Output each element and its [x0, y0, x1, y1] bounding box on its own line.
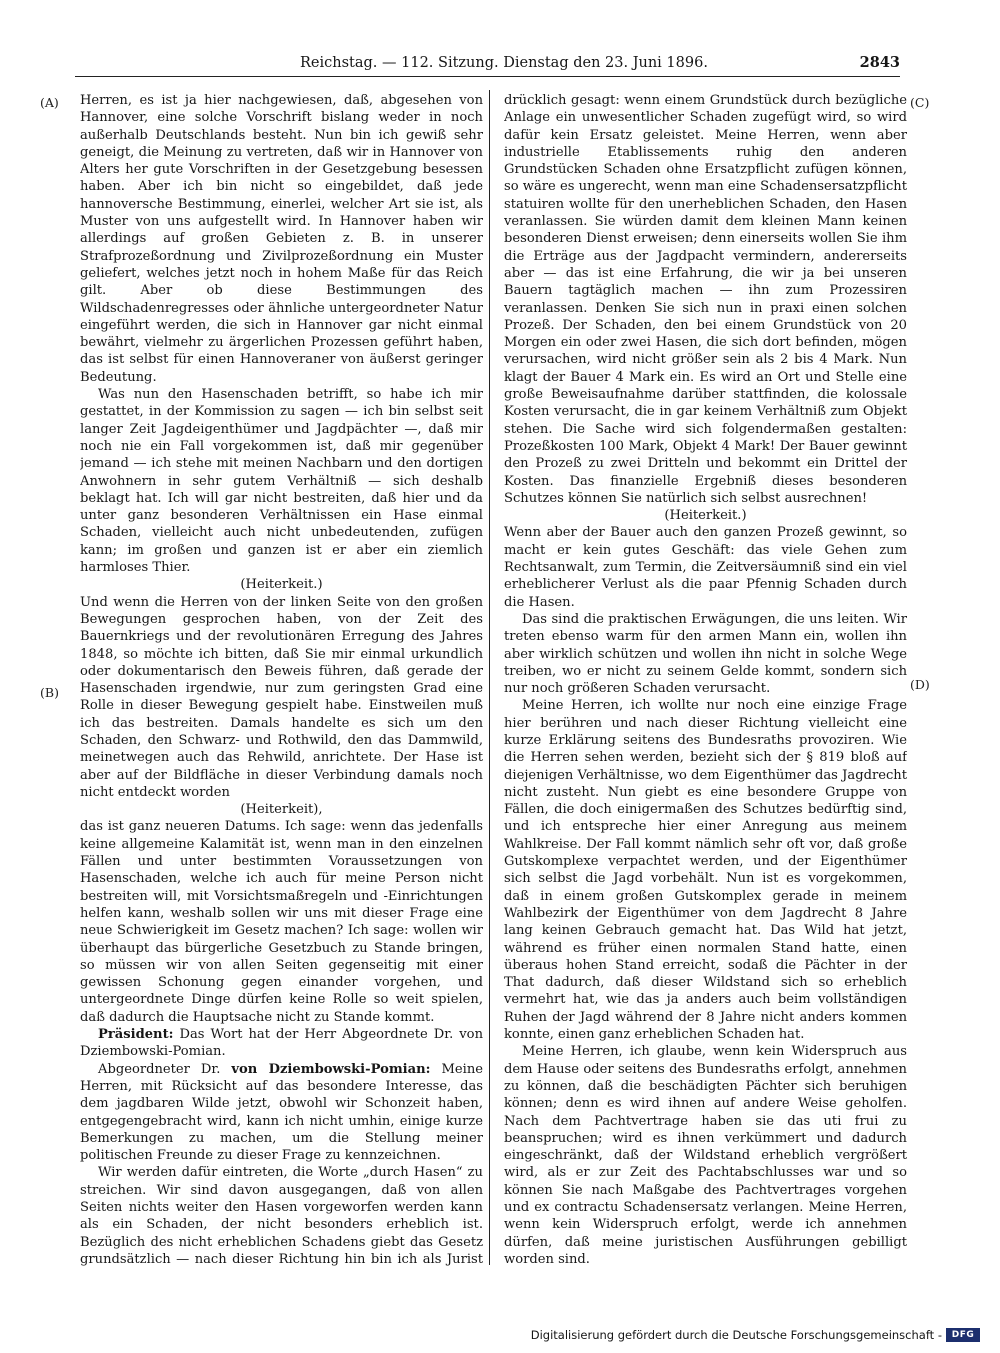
- paragraph: [504, 697, 907, 1043]
- margin-mark-b: (B): [40, 685, 59, 700]
- paragraph-text: das ist ganz neueren Datums. Ich sage: wenn das jedenfalls keine allgemeine Kalamität ist, wenn man in den einzelnen Fällen und unter bestimmten Voraussetzungen von Hasenschaden, welche ich auch für meine Person nicht bestreiten will, mit Vorsichtsmaßregeln und -Einrichtungen helfen kann, weshalb sollen wir uns mit dieser Frage eine neue Schwierigkeit im Gesetz machen? Ich sage: wollen wir überhaupt das bürgerliche Gesetzbuch zu Stande bringen, so müssen wir von allen Seiten gegenseitig mit einer gewissen Schonung gegen einander vorgehen, und untergeordnete Dinge dürfen keine Rolle so weit spielen, daß dadurch die Hauptsache nicht zu Stande kommt.: [80, 819, 483, 1025]
- dfg-logo: DFG: [946, 1328, 980, 1342]
- header-title: Reichstag. — 112. Sitzung. Dienstag den 23. Juni 1896.: [300, 55, 708, 71]
- paragraph: [80, 818, 483, 1026]
- interjection: [80, 801, 483, 818]
- margin-mark-d: (D): [910, 677, 930, 692]
- interjection: [504, 1268, 907, 1270]
- speaker-name: von Dziembowski-Pomian:: [231, 1061, 431, 1077]
- paragraph: [80, 594, 483, 802]
- paragraph-text: (Heiterkeit.): [664, 508, 747, 524]
- paragraph-text: Wir werden dafür eintreten, die Worte „durch Hasen“ zu streichen. Wir sind davon ausgegangen, daß von allen Seiten nichts weiter den Hasen vorgeworfen werden kann als ein Schaden, der nicht besonders erheblich ist. Bezüglich des nicht erheblichen Schadens giebt das Gesetz grundsätzlich — nach dieser Richtung hin bin ich als Jurist: [80, 1165, 483, 1267]
- paragraph-text: (Heiterkeit),: [240, 802, 323, 818]
- paragraph-text: Meine Herren, ich glaube, wenn kein Widerspruch aus dem Hause oder seitens des Bundesraths erfolgt, annehmen zu können, daß die beschädigten Pächter sich beruhigen können; denn es wird ihnen auf andere Weise geholfen. Nach dem Pachtvertrage haben sie das uti frui zu beanspruchen; wird es ihnen verkümmert und dadurch eingeschränkt, daß der Wildstand erheblich vergrößert wird, als er zur Zeit des Pachtabschlusses war und so können Sie nach Maßgabe des Pachtvertrages vorgehen und ex contractu Schadensersatz verlangen. Meine Herren, wenn kein Widerspruch erfolgt, werde ich annehmen dürfen, daß meine juristischen Ausführungen gebilligt worden sind.: [504, 1044, 907, 1267]
- paragraph-text: (Heiterkeit.): [240, 577, 323, 593]
- speaker-title: Abgeordneter Dr.: [98, 1061, 232, 1077]
- margin-mark-a: (A): [40, 95, 59, 110]
- paragraph: [504, 1043, 907, 1268]
- paragraph-text: [658, 1269, 753, 1270]
- right-column: [504, 92, 907, 1270]
- footer-credit: Digitalisierung gefördert durch die Deutsche Forschungsgemeinschaft -: [530, 1328, 942, 1342]
- paragraph-text: Das Wort hat der Herr Abgeordnete Dr. von Dziembowski-Pomian.: [80, 1027, 483, 1060]
- paragraph-text: Das sind die praktischen Erwägungen, die uns leiten. Wir treten ebenso warm für den armen Mann ein, wollen ihn aber wirklich schützen und wollen ihn nicht in solche Wege treiben, wo er nicht zu seinem Gelde kommt, sondern sich nur noch größeren Schaden verursacht.: [504, 611, 907, 697]
- paragraph-text: Meine Herren, mit Rücksicht auf das besondere Interesse, das dem jagdbaren Wilde jetzt, obwohl wir Schonzeit haben, entgegengebracht wird, kann ich nicht umhin, einige kurze Bemerkungen zu machen, um die Stellung meiner politischen Freunde zu dieser Frage zu kennzeichnen.: [80, 1061, 483, 1164]
- paragraph-text: Wenn aber der Bauer auch den ganzen Prozeß gewinnt, so macht er kein gutes Geschäft: das viele Gehen zum Rechtsanwalt, zum Termin, die Zeitversäumniß sind ein viel erheblicherer Verlust als die paar Pfennig Schaden durch die Hasen.: [504, 525, 907, 610]
- speaker-name: Präsident:: [98, 1027, 174, 1043]
- paragraph-text: drücklich gesagt: wenn einem Grundstück durch bezügliche Anlage ein unwesentlicher Schaden zugefügt wird, so wird dafür kein Ersatz geleistet. Meine Herren, wenn aber industrielle Etablissements ruhig den anderen Grundstücken Schaden ohne Ersatzpflicht zufügen können, so wäre es ungerecht, wenn man eine Schadensersatzpflicht statuiren wollte für den unerheblichen Schaden, den Hasen veranlassen. Sie würden damit dem kleinen Mann keinen besonderen Dienst erweisen; denn einerseits wollen Sie ihm die Erträge aus der Jagdpacht vermindern, andererseits aber — das ist eine Erfahrung, die wir ja bei unseren Bauern tagtäglich machen — ihn zum Prozessiren veranlassen. Denken Sie sich nun in praxi einen solchen Prozeß. Der Schaden, den bei einem Grundstück von 20 Morgen ein oder zwei Hasen, die sich dort befinden, mögen verursachen, wird nicht größer sein als 2 bis 4 Mark. Nun klagt der Bauer 4 Mark ein. Es wird an Ort und Stelle eine große Beweisaufnahme darüber stattfinden, die kolossale Kosten verursacht, die in gar keinem Verhältniß zum Objekt stehen. Die Sache wird sich folgendermaßen gestalten: Prozeßkosten 100 Mark, Objekt 4 Mark! Der Bauer gewinnt den Prozeß zu zwei Dritteln und bekommt ein Drittel der Kosten. Das finanzielle Ergebniß dieses besonderen Schutzes können Sie natürlich sich selbst ausrechnen!: [504, 93, 907, 506]
- paragraph-text: Und wenn die Herren von der linken Seite von den großen Bewegungen gesprochen haben, von der Zeit des Bauernkriegs und der revolutionären Erregung des Jahres 1848, so möchte ich bitten, daß Sie mir einmal urkundlich oder dokumentarisch den Beweis führen, daß gerade der Hasenschaden irgendwie, nur zum geringsten Grad eine Rolle in dieser Bewegung gespielt habe. Einstweilen muß ich das bestreiten. Damals handelte es sich um den Schaden, den Schwarz- und Rothwild, den das Dammwild, meinetwegen auch das Rehwild, anrichtete. Der Hase ist aber auf der Bildfläche in dieser Verbindung damals noch nicht entdeckt worden: [80, 594, 483, 800]
- header-rule: [75, 76, 900, 77]
- column-divider: [489, 90, 490, 1265]
- interjection: [80, 576, 483, 593]
- margin-mark-c: (C): [910, 95, 930, 110]
- paragraph: [80, 386, 483, 576]
- paragraph-text: Meine Herren, ich wollte nur noch eine einzige Frage hier berühren und nach dieser Richtung vielleicht eine kurze Erklärung seitens des Bundesraths provoziren. Wie die Herren sehen werden, bezieht sich der § 819 bloß auf diejenigen Verhältnisse, wo dem Eigenthümer das Jagdrecht nicht zusteht. Nun giebt es eine besondere Gruppe von Fällen, die doch einigermaßen des Schutzes bedürftig sind, und ich entspreche hier einer Anregung aus meinem Wahlkreise. Der Fall kommt nämlich sehr oft vor, daß große Gutskomplexe verpachtet werden, und der Eigenthümer sich selbst die Jagd vorbehält. Nun ist es vorgekommen, daß in einem großen Gutskomplex gerade in meinem Wahlbezirk der Eigenthümer von dem Jagdrecht 8 Jahre lang keinen Gebrauch gemacht hat. Das Wild hat jetzt, während es früher einen normalen Stand hatte, einen überaus hohen Stand erreicht, sodaß die Pächter in der That dadurch, daß dieser Wildstand sich so erheblich vermehrt hat, wie das ja anders auch beim vollständigen Ruhen der Jagd während der 8 Jahre nicht anders kommen konnte, einen ganz erheblichen Schaden hat.: [504, 698, 907, 1043]
- page-header: [300, 54, 900, 72]
- paragraph-text: Herren, es ist ja hier nachgewiesen, daß, abgesehen von Hannover, eine solche Vorschrift bislang weder in noch außerhalb Deutschlands besteht. Nun bin ich gewiß sehr geneigt, die Meinung zu vertreten, daß wir in Hannover von Alters her gute Vorschriften in der Gesetzgebung besessen haben. Aber ich bin nicht so eingebildet, daß jede hannoversche Bestimmung, einerlei, welcher Art sie ist, als Muster von uns aufgestellt wird. In Hannover haben wir allerdings auf großen Gebieten z. B. in unserer Strafprozeßordnung und Zivilprozeßordnung ein Muster geliefert, welches jetzt noch in hohem Maße für das Reich gilt. Aber ob diese Bestimmungen des Wildschadenregresses oder ähnliche untergeordneter Natur eingeführt werden, die sich in Hannover gar nicht einmal bewährt, vielmehr zu ärgerlichen Prozessen geführt haben, das ist selbst für einen Hannoveraner von äußerst geringer Bedeutung.: [80, 93, 483, 385]
- paragraph: [504, 611, 907, 697]
- left-column: [80, 92, 483, 1270]
- paragraph: [504, 524, 907, 610]
- paragraph: [504, 92, 907, 507]
- footer: [531, 1326, 980, 1344]
- page-number: 2843: [859, 54, 900, 71]
- paragraph: [80, 1164, 483, 1270]
- paragraph: [80, 1026, 483, 1061]
- paragraph-text: Was nun den Hasenschaden betrifft, so habe ich mir gestattet, in der Kommission zu sagen — ich bin selbst seit langer Zeit Jagdeigenthümer und Jagdpächter —, daß mir noch nie ein Fall vorgekommen ist, daß mir gegenüber jemand — ich stehe mit meinen Nachbarn und den dortigen Anwohnern in sehr gutem Verhältniß — sich deshalb beklagt hat. Ich will gar nicht bestreiten, daß hier und da unter ganz besonderen Verhältnissen ein Hase einmal Schaden, vielleicht auch nicht unbedeutenden, zufügen kann; im großen und ganzen ist er aber ein ziemlich harmloses Thier.: [80, 387, 483, 576]
- interjection: [504, 507, 907, 524]
- paragraph: [80, 1061, 483, 1165]
- paragraph: [80, 92, 483, 386]
